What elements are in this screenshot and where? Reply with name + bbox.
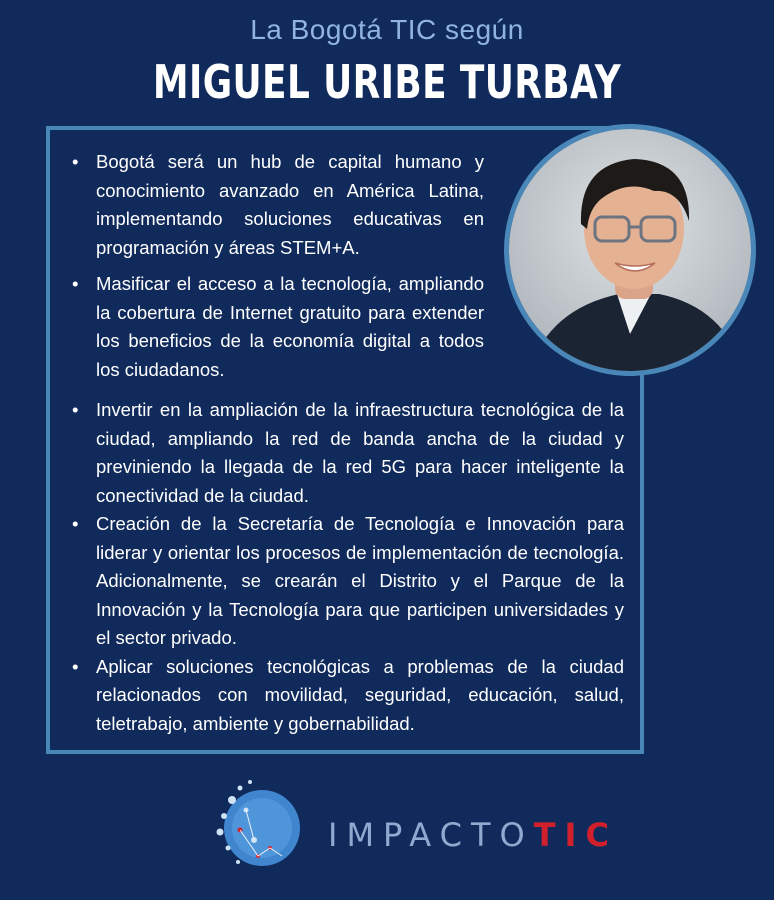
bullet-item: • Bogotá será un hub de capital humano y conocimiento avanzado en América Latina, implementando soluciones educativas en programación y áreas STEM+A. <box>72 148 484 262</box>
page-title: MIGUEL URIBE TURBAY <box>152 55 622 109</box>
bullet-list <box>72 148 484 392</box>
bullet-list-continued <box>72 396 624 738</box>
pre-title: La Bogotá TIC según <box>250 14 524 45</box>
logo-circle-icon <box>210 770 320 880</box>
logo-word-accent: TIC <box>533 816 618 854</box>
bullet-item: • Creación de la Secretaría de Tecnología e Innovación para liderar y orientar los procesos de implementación de tecnología. Adicionalmente, se crearán el Distrito y el Parque de la Innovación y la Tecnología para que participen universidades y el sector privado. <box>72 510 624 653</box>
portrait-photo <box>504 124 756 376</box>
bullet-item: • Masificar el acceso a la tecnología, ampliando la cobertura de Internet gratuito para extender los beneficios de la economía digital a todos los ciudadanos. <box>72 270 484 384</box>
bullet-item: • Aplicar soluciones tecnológicas a problemas de la ciudad relacionados con movilidad, seguridad, educación, salud, teletrabajo, ambiente y gobernabilidad. <box>72 653 624 739</box>
logo-word-main: IMPACTO <box>328 816 534 854</box>
logo-wordmark <box>328 816 618 854</box>
impactotic-logo <box>210 770 618 880</box>
bullet-item: • Invertir en la ampliación de la infraestructura tecnológica de la ciudad, ampliando la red de banda ancha de la ciudad y previniendo la llegada de la red 5G para hacer inteligente la conectividad de la ciudad. <box>72 396 624 510</box>
